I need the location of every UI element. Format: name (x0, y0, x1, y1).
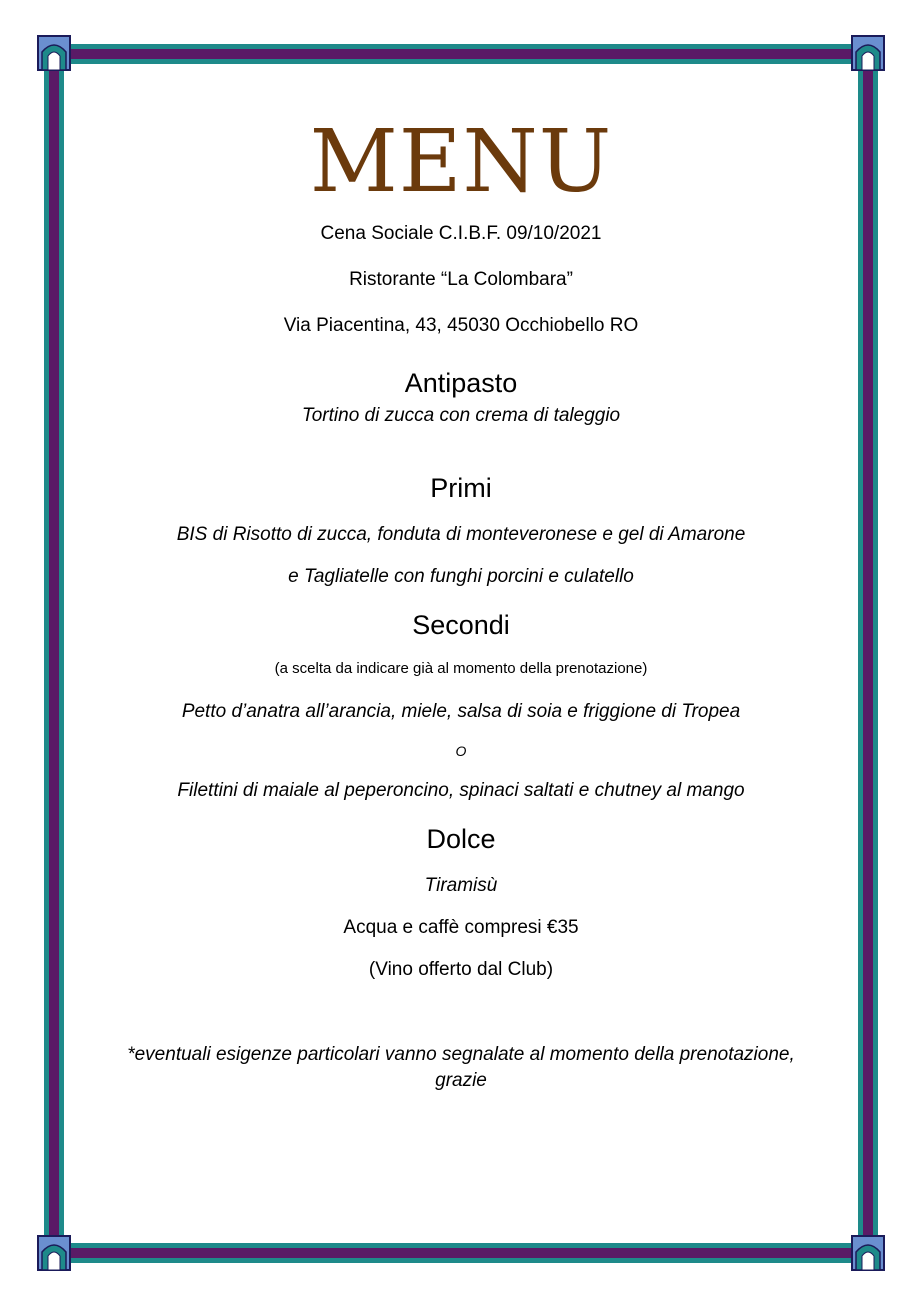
primi-heading: Primi (430, 473, 492, 503)
antipasto-dish: Tortino di zucca con crema di taleggio (301, 405, 621, 426)
primi-dish-2: e Tagliatelle con funghi porcini e culatello (288, 566, 634, 587)
address-line: Via Piacentina, 43, 45030 Occhiobello RO (283, 315, 639, 336)
corner-ornament-top-left (38, 36, 70, 70)
wine-line: (Vino offerto dal Club) (368, 959, 554, 980)
border-bottom (62, 1243, 860, 1263)
menu-title: MENU (309, 112, 613, 212)
price-line: Acqua e caffè compresi €35 (343, 917, 579, 938)
corner-ornament-bottom-left (38, 1236, 70, 1270)
border-top (62, 44, 860, 64)
restaurant-line: Ristorante “La Colombara” (349, 269, 573, 290)
secondi-separator: O (455, 743, 467, 759)
event-line: Cena Sociale C.I.B.F. 09/10/2021 (320, 223, 602, 244)
primi-dish-1: BIS di Risotto di zucca, fonduta di monteveronese e gel di Amarone (176, 524, 746, 545)
corner-ornament-top-right (852, 36, 884, 70)
corner-ornament-bottom-right (852, 1236, 884, 1270)
footnote: *eventuali esigenze particolari vanno segnalate al momento della prenotazione, grazie (127, 1044, 795, 1091)
secondi-dish-1: Petto d’anatra all’arancia, miele, salsa di soia e friggione di Tropea (181, 701, 741, 722)
secondi-heading: Secondi (412, 610, 510, 640)
secondi-dish-2: Filettini di maiale al peperoncino, spinaci saltati e chutney al mango (177, 780, 745, 801)
dolce-dish: Tiramisù (424, 875, 498, 896)
secondi-note: (a scelta da indicare già al momento della prenotazione) (274, 660, 648, 677)
dolce-heading: Dolce (426, 824, 496, 854)
antipasto-heading: Antipasto (404, 368, 518, 398)
